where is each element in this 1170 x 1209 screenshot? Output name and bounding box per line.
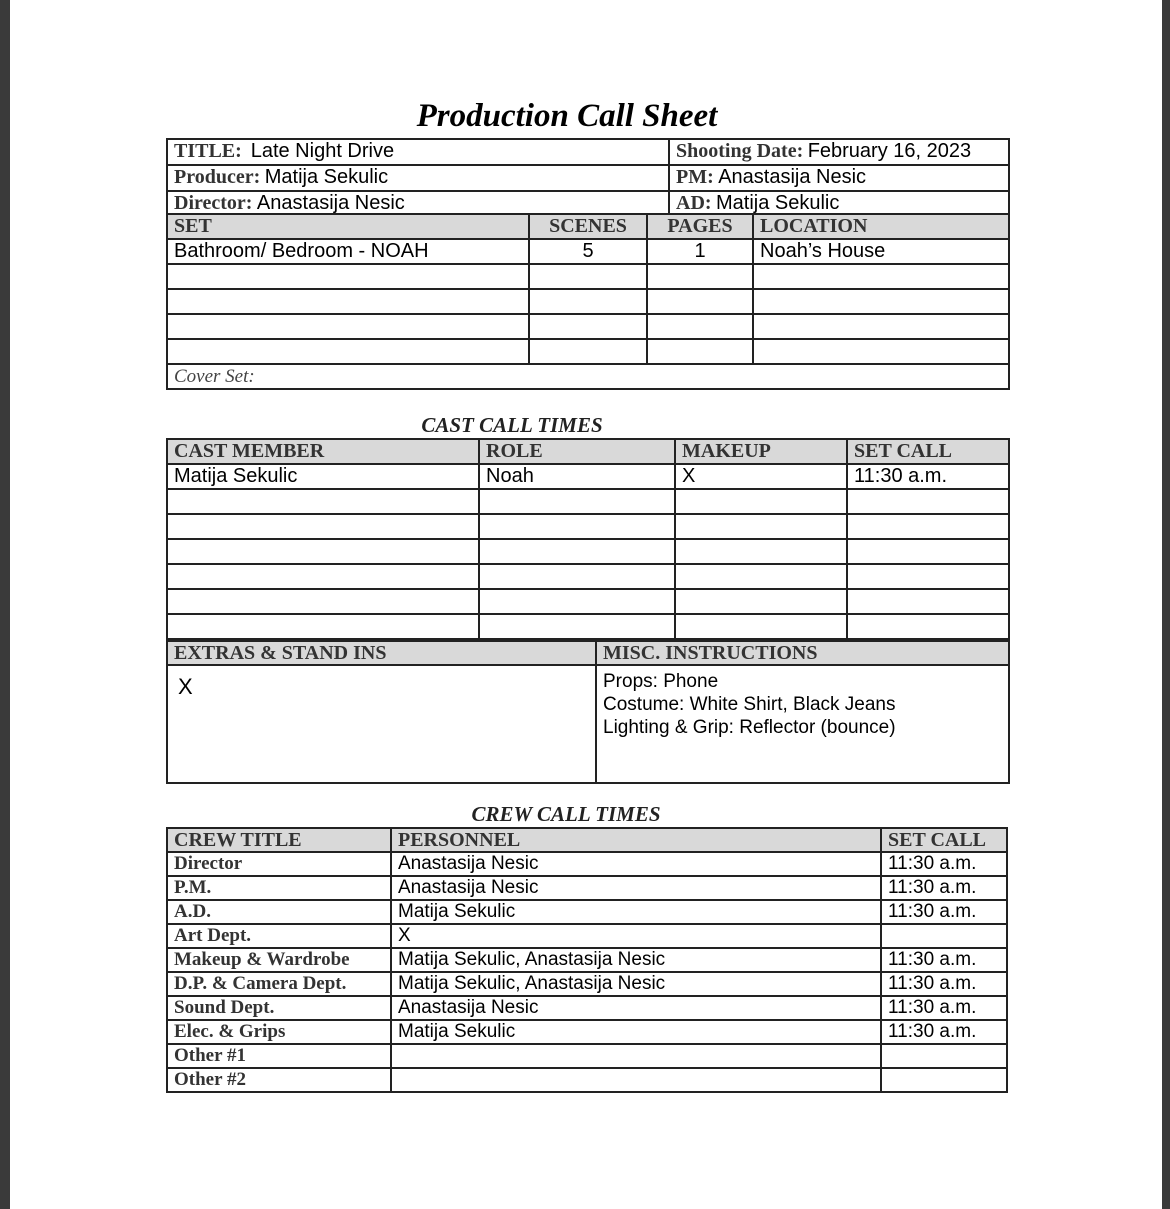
empty-cell (167, 289, 529, 314)
crew-title-cell: Other #1 (167, 1044, 391, 1068)
cast-header-row (167, 439, 1009, 464)
empty-cell (167, 514, 479, 539)
crew-title-cell: Makeup & Wardrobe (167, 948, 391, 972)
personnel-cell (391, 1044, 881, 1068)
table-row (167, 539, 1009, 564)
crew-set-call-cell: 11:30 a.m. (881, 852, 1007, 876)
empty-cell (753, 289, 1009, 314)
misc-header: MISC. INSTRUCTIONS (596, 641, 1009, 665)
empty-cell (847, 589, 1009, 614)
extras-misc-body-row (167, 665, 1009, 783)
empty-cell (847, 489, 1009, 514)
personnel-cell: Matija Sekulic, Anastasija Nesic (391, 948, 881, 972)
extras-value: X (167, 665, 596, 783)
crew-set-call-cell: 11:30 a.m. (881, 1020, 1007, 1044)
empty-cell (647, 314, 753, 339)
location-header: LOCATION (753, 214, 1009, 239)
pages-cell: 1 (647, 239, 753, 264)
crew-title-cell: Art Dept. (167, 924, 391, 948)
empty-cell (753, 314, 1009, 339)
title-cell (167, 139, 669, 165)
crew-title-header: CREW TITLE (167, 828, 391, 852)
production-info-table (166, 138, 1010, 218)
crew-title-cell: D.P. & Camera Dept. (167, 972, 391, 996)
pm-cell (669, 165, 1009, 191)
crew-title-cell: Elec. & Grips (167, 1020, 391, 1044)
producer-value: Matija Sekulic (264, 166, 389, 188)
empty-cell (529, 314, 647, 339)
crew-set-call-cell: 11:30 a.m. (881, 996, 1007, 1020)
shooting-date-value: February 16, 2023 (807, 140, 972, 162)
personnel-cell: Anastasija Nesic (391, 996, 881, 1020)
crew-title-cell: P.M. (167, 876, 391, 900)
crew-set-call-cell: 11:30 a.m. (881, 948, 1007, 972)
empty-cell (847, 614, 1009, 639)
table-row (167, 614, 1009, 639)
crew-title-cell: Other #2 (167, 1068, 391, 1092)
personnel-cell (391, 1068, 881, 1092)
director-label: Director: (174, 192, 253, 214)
makeup-cell: X (675, 464, 847, 489)
table-row (167, 948, 1007, 972)
cast-member-cell: Matija Sekulic (167, 464, 479, 489)
empty-cell (675, 514, 847, 539)
empty-cell (479, 489, 675, 514)
director-value: Anastasija Nesic (256, 192, 405, 214)
set-cell: Bathroom/ Bedroom - NOAH (167, 239, 529, 264)
misc-line: Props: Phone (603, 671, 719, 692)
empty-cell (167, 339, 529, 364)
info-row (167, 139, 1009, 165)
personnel-cell: X (391, 924, 881, 948)
table-row (167, 924, 1007, 948)
empty-cell (675, 539, 847, 564)
empty-cell (675, 589, 847, 614)
personnel-cell: Anastasija Nesic (391, 852, 881, 876)
misc-line: Lighting & Grip: Reflector (bounce) (603, 717, 896, 738)
table-row (167, 264, 1009, 289)
producer-cell (167, 165, 669, 191)
empty-cell (479, 539, 675, 564)
crew-section-title: CREW CALL TIMES (471, 802, 661, 826)
scenes-cell: 5 (529, 239, 647, 264)
crew-table (166, 827, 1008, 1093)
title-label: TITLE: (174, 140, 242, 162)
personnel-cell: Matija Sekulic, Anastasija Nesic (391, 972, 881, 996)
personnel-cell: Matija Sekulic (391, 900, 881, 924)
empty-cell (167, 589, 479, 614)
empty-cell (529, 339, 647, 364)
empty-cell (167, 564, 479, 589)
empty-cell (529, 264, 647, 289)
empty-cell (479, 614, 675, 639)
table-row (167, 1044, 1007, 1068)
empty-cell (647, 289, 753, 314)
empty-cell (167, 264, 529, 289)
title-value: Late Night Drive (250, 140, 395, 162)
misc-line: Costume: White Shirt, Black Jeans (603, 694, 896, 715)
table-row (167, 314, 1009, 339)
crew-set-call-cell (881, 924, 1007, 948)
role-header: ROLE (479, 439, 675, 464)
role-cell: Noah (479, 464, 675, 489)
empty-cell (647, 264, 753, 289)
cast-section-title: CAST CALL TIMES (421, 413, 603, 437)
empty-cell (167, 314, 529, 339)
crew-title-cell: Director (167, 852, 391, 876)
misc-instructions (596, 665, 1009, 783)
crew-header-row (167, 828, 1007, 852)
table-row (167, 972, 1007, 996)
set-table (166, 213, 1010, 390)
table-row (167, 589, 1009, 614)
table-row (167, 996, 1007, 1020)
producer-label: Producer: (174, 166, 261, 188)
empty-cell (675, 489, 847, 514)
empty-cell (479, 564, 675, 589)
empty-cell (847, 514, 1009, 539)
table-row (167, 876, 1007, 900)
crew-title-cell: Sound Dept. (167, 996, 391, 1020)
crew-title-cell: A.D. (167, 900, 391, 924)
table-row (167, 1020, 1007, 1044)
location-cell: Noah’s House (753, 239, 1009, 264)
extras-misc-table (166, 640, 1010, 784)
ad-value: Matija Sekulic (716, 192, 840, 214)
empty-cell (675, 564, 847, 589)
empty-cell (167, 489, 479, 514)
shooting-date-cell (669, 139, 1009, 165)
crew-set-call-cell: 11:30 a.m. (881, 900, 1007, 924)
table-row (167, 514, 1009, 539)
crew-set-call-cell: 11:30 a.m. (881, 972, 1007, 996)
crew-set-call-cell: 11:30 a.m. (881, 876, 1007, 900)
empty-cell (479, 514, 675, 539)
table-row (167, 900, 1007, 924)
table-row (167, 852, 1007, 876)
table-row (167, 289, 1009, 314)
page-title: Production Call Sheet (416, 98, 718, 134)
info-row (167, 165, 1009, 191)
empty-cell (529, 289, 647, 314)
document-page (10, 0, 1162, 1209)
shooting-date-label: Shooting Date: (676, 140, 804, 162)
window-edge-right (1162, 0, 1170, 1209)
crew-set-call-header: SET CALL (881, 828, 1007, 852)
table-row (167, 339, 1009, 364)
table-row (167, 239, 1009, 264)
set-call-cell: 11:30 a.m. (847, 464, 1009, 489)
window-edge-left (0, 0, 10, 1209)
set-header-row (167, 214, 1009, 239)
empty-cell (847, 539, 1009, 564)
empty-cell (753, 339, 1009, 364)
crew-set-call-cell (881, 1044, 1007, 1068)
cover-set-row (167, 364, 1009, 389)
table-row (167, 489, 1009, 514)
empty-cell (167, 539, 479, 564)
table-row (167, 564, 1009, 589)
ad-label: AD: (676, 192, 712, 214)
extras-header: EXTRAS & STAND INS (167, 641, 596, 665)
empty-cell (647, 339, 753, 364)
personnel-cell: Matija Sekulic (391, 1020, 881, 1044)
table-row (167, 1068, 1007, 1092)
pm-value: Anastasija Nesic (718, 166, 867, 188)
cast-member-header: CAST MEMBER (167, 439, 479, 464)
pm-label: PM: (676, 166, 714, 188)
crew-set-call-cell (881, 1068, 1007, 1092)
pages-header: PAGES (647, 214, 753, 239)
empty-cell (479, 589, 675, 614)
empty-cell (753, 264, 1009, 289)
scenes-header: SCENES (529, 214, 647, 239)
cover-set-label: Cover Set: (167, 364, 1009, 389)
personnel-cell: Anastasija Nesic (391, 876, 881, 900)
set-header: SET (167, 214, 529, 239)
set-call-header: SET CALL (847, 439, 1009, 464)
cast-table (166, 438, 1010, 640)
empty-cell (847, 564, 1009, 589)
personnel-header: PERSONNEL (391, 828, 881, 852)
empty-cell (675, 614, 847, 639)
empty-cell (167, 614, 479, 639)
table-row (167, 464, 1009, 489)
extras-misc-header-row (167, 641, 1009, 665)
makeup-header: MAKEUP (675, 439, 847, 464)
